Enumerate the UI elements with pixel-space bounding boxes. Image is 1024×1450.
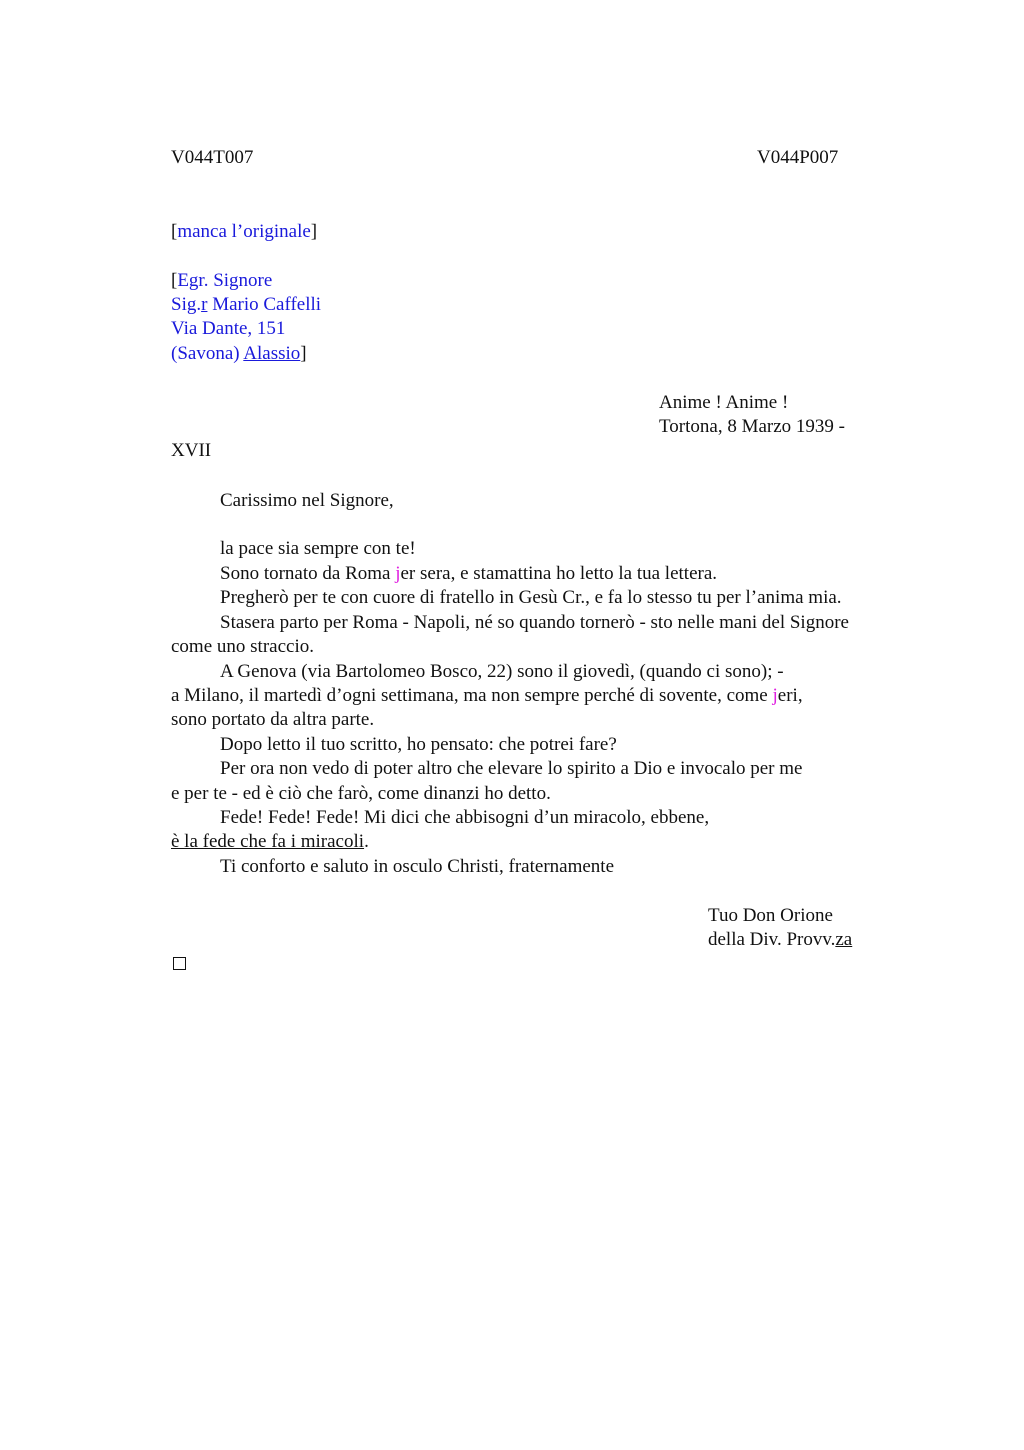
document-code-left: V044T007	[171, 147, 254, 168]
salutation: Carissimo nel Signore,	[220, 490, 394, 511]
address-line-1	[171, 269, 272, 293]
body-text: Sono tornato da Roma	[220, 563, 396, 584]
underlined-phrase: è la fede che fa i miracoli	[171, 831, 365, 852]
document-code-right: V044P007	[757, 147, 839, 168]
editorial-note-text: manca l’originale	[177, 221, 311, 242]
body-line: Fede! Fede! Fede! Mi dici che abbisogni d’un miracolo, ebbene,	[220, 807, 710, 828]
bracket-close: ]	[300, 343, 307, 364]
address-line-1-text: Egr. Signore	[177, 270, 273, 291]
body-line: Per ora non vedo di poter altro che elevare lo spirito a Dio e invocalo per me	[220, 758, 803, 779]
body-line: sono portato da altra parte.	[171, 709, 375, 730]
address-province: (Savona)	[171, 343, 244, 364]
address-line-4	[171, 342, 307, 366]
body-text: eri,	[777, 685, 803, 706]
body-line: Ti conforto e saluto in osculo Christi, fraternamente	[220, 856, 614, 877]
body-line	[220, 562, 717, 586]
end-mark-square	[173, 957, 186, 970]
address-line-3: Via Dante, 151	[171, 318, 286, 339]
body-line: e per te - ed è ciò che farò, come dinanzi ho detto.	[171, 783, 551, 804]
emendation: j	[395, 563, 401, 584]
place-date: Tortona, 8 Marzo 1939 -	[659, 416, 845, 437]
signature-text: della Div. Provv.	[708, 929, 836, 950]
bracket-open: [	[171, 270, 178, 291]
body-text: .	[364, 831, 369, 852]
body-line: Dopo letto il tuo scritto, ho pensato: che potrei fare?	[220, 734, 617, 755]
signature-line-1: Tuo Don Orione	[708, 905, 833, 926]
signature-line-2	[708, 928, 852, 952]
body-line: A Genova (via Bartolomeo Bosco, 22) sono il giovedì, (quando ci sono); -	[220, 661, 784, 682]
address-line-2	[171, 293, 321, 317]
emendation: j	[772, 685, 778, 706]
address-recipient-name: Mario Caffelli	[207, 294, 322, 315]
body-text: a Milano, il martedì d’ogni settimana, ma non sempre perché di sovente, come	[171, 685, 773, 706]
body-line: Stasera parto per Roma - Napoli, né so quando tornerò - sto nelle mani del Signore	[220, 612, 849, 633]
bracket-close: ]	[310, 221, 318, 242]
editorial-note	[171, 220, 317, 244]
body-line: come uno straccio.	[171, 636, 314, 657]
body-line: la pace sia sempre con te!	[220, 538, 416, 559]
body-line: Pregherò per te con cuore di fratello in Gesù Cr., e fa lo stesso tu per l’anima mia.	[220, 587, 842, 608]
body-line	[171, 830, 369, 854]
motto: Anime ! Anime !	[659, 392, 789, 413]
signature-abbreviation: za	[835, 929, 853, 950]
bracket-open: [	[171, 221, 178, 242]
body-line	[171, 684, 803, 708]
fascist-era-year: XVII	[171, 440, 212, 461]
address-title-superscript: r	[201, 294, 208, 315]
address-city: Alassio	[243, 343, 301, 364]
address-title: Sig.	[171, 294, 202, 315]
body-text: er sera, e stamattina ho letto la tua lettera.	[400, 563, 718, 584]
